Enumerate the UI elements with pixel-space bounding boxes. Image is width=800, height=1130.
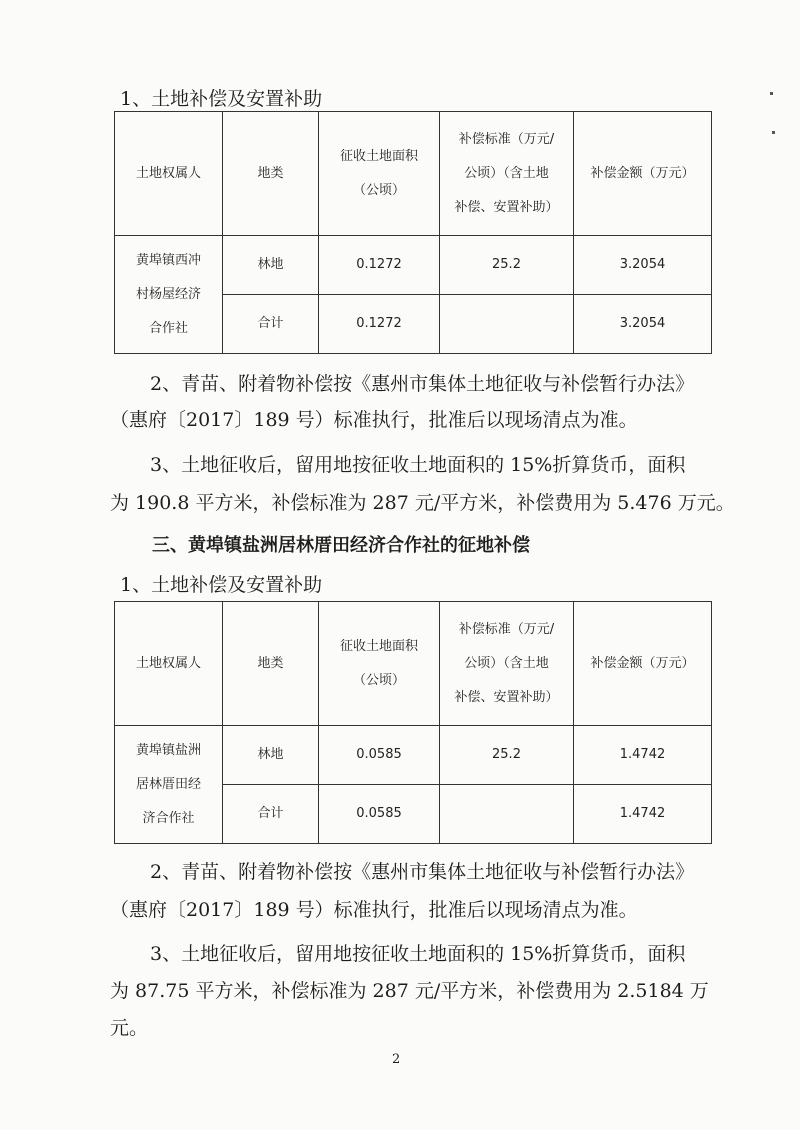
- area-cell: 0.1272: [319, 295, 440, 354]
- table-header-row: [115, 602, 712, 726]
- land-type-cell: 合计: [223, 295, 319, 354]
- land-type-cell: 林地: [223, 236, 319, 295]
- amount-cell: 1.4742: [574, 785, 712, 844]
- standard-cell: [440, 785, 574, 844]
- amount-cell: 3.2054: [574, 295, 712, 354]
- standard-cell: [440, 295, 574, 354]
- owner-cell: 黄埠镇西冲 村杨屋经济 合作社: [115, 236, 223, 354]
- section1-para3-line2: 为 190.8 平方米，补偿标准为 287 元/平方米，补偿费用为 5.476 万元。: [110, 492, 735, 514]
- compensation-table-1: [114, 111, 712, 354]
- table-row: [115, 236, 712, 295]
- section1-para3-line1: 3、土地征收后，留用地按征收土地面积的 15%折算货币，面积: [150, 454, 686, 476]
- land-type-cell: 林地: [223, 726, 319, 785]
- section2-para3-line1: 3、土地征收后，留用地按征收土地面积的 15%折算货币，面积: [150, 943, 686, 965]
- compensation-table-2: [114, 601, 712, 844]
- owner-cell: 黄埠镇盐洲 居林厝田经 济合作社: [115, 726, 223, 844]
- header-land-type: 地类: [223, 112, 319, 236]
- header-amount: 补偿金额（万元）: [574, 112, 712, 236]
- area-cell: 0.0585: [319, 785, 440, 844]
- section3-heading: 三、黄埠镇盐洲居林厝田经济合作社的征地补偿: [152, 535, 530, 556]
- table-header-row: [115, 112, 712, 236]
- header-area: 征收土地面积 （公顷）: [319, 602, 440, 726]
- area-cell: 0.0585: [319, 726, 440, 785]
- section2-para3-line3: 元。: [110, 1017, 149, 1039]
- header-owner: 土地权属人: [115, 602, 223, 726]
- header-standard: 补偿标准（万元/ 公顷）（含土地 补偿、安置补助）: [440, 602, 574, 726]
- header-standard: 补偿标准（万元/ 公顷）（含土地 补偿、安置补助）: [440, 112, 574, 236]
- header-owner: 土地权属人: [115, 112, 223, 236]
- section2-para3-line2: 为 87.75 平方米，补偿标准为 287 元/平方米，补偿费用为 2.5184 万: [110, 980, 709, 1002]
- header-amount: 补偿金额（万元）: [574, 602, 712, 726]
- section1-para2-line1: 2、青苗、附着物补偿按《惠州市集体土地征收与补偿暂行办法》: [150, 373, 695, 395]
- section1-subheading: 1、土地补偿及安置补助: [120, 88, 323, 110]
- land-type-cell: 合计: [223, 785, 319, 844]
- area-cell: 0.1272: [319, 236, 440, 295]
- amount-cell: 3.2054: [574, 236, 712, 295]
- header-land-type: 地类: [223, 602, 319, 726]
- amount-cell: 1.4742: [574, 726, 712, 785]
- scan-speck: [770, 92, 773, 95]
- section2-para2-line1: 2、青苗、附着物补偿按《惠州市集体土地征收与补偿暂行办法》: [150, 861, 695, 883]
- section1-para2-line2: （惠府〔2017〕189 号）标准执行，批准后以现场清点为准。: [110, 409, 638, 431]
- section2-para2-line2: （惠府〔2017〕189 号）标准执行，批准后以现场清点为准。: [110, 899, 638, 921]
- table-row: [115, 726, 712, 785]
- scan-speck: [772, 131, 775, 134]
- section2-subheading: 1、土地补偿及安置补助: [120, 574, 323, 596]
- page-number: 2: [392, 1052, 401, 1067]
- standard-cell: 25.2: [440, 236, 574, 295]
- standard-cell: 25.2: [440, 726, 574, 785]
- header-area: 征收土地面积 （公顷）: [319, 112, 440, 236]
